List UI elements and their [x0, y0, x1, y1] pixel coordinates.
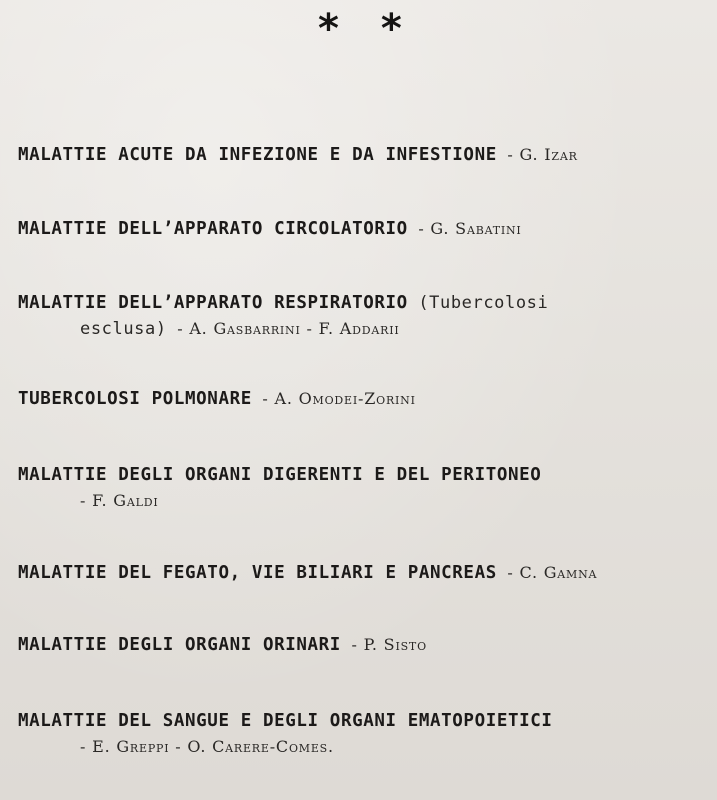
entry-authors: - P. Sisto — [351, 635, 427, 654]
entry-title: MALATTIE DEGLI ORGANI DIGERENTI E DEL PERITONEO — [18, 465, 542, 485]
entry-title: MALATTIE DEL SANGUE E DEGLI ORGANI EMATOPOIETICI — [18, 711, 553, 731]
list-item — [18, 386, 708, 412]
list-item — [18, 560, 708, 586]
list-item — [18, 632, 708, 658]
list-item — [18, 216, 708, 242]
entry-authors: - A. Gasbarrini - F. Addarii — [177, 319, 400, 338]
list-item — [18, 708, 708, 760]
entry-authors: - C. Gamna — [507, 563, 598, 582]
entry-title: MALATTIE ACUTE DA INFEZIONE E DA INFESTIONE — [18, 145, 497, 165]
entry-title: MALATTIE DELL’APPARATO CIRCOLATORIO — [18, 219, 408, 239]
entry-authors: - A. Omodei-Zorini — [262, 389, 416, 408]
entry-title-extra: (Tubercolosi — [418, 293, 549, 313]
list-item — [18, 142, 708, 168]
entry-title: TUBERCOLOSI POLMONARE — [18, 389, 252, 409]
entry-authors: - G. Sabatini — [418, 219, 522, 238]
ornament-asterisks: * * — [318, 6, 416, 52]
entry-authors: - F. Galdi — [80, 491, 159, 510]
entry-title-continuation: esclusa) — [80, 319, 167, 339]
list-item — [18, 290, 708, 342]
entry-title: MALATTIE DELL’APPARATO RESPIRATORIO — [18, 293, 408, 313]
entry-title: MALATTIE DEL FEGATO, VIE BILIARI E PANCREAS — [18, 563, 497, 583]
entry-authors: - G. Izar — [507, 145, 578, 164]
entry-authors: - E. Greppi - O. Carere-Comes. — [80, 737, 334, 756]
entry-title: MALATTIE DEGLI ORGANI ORINARI — [18, 635, 341, 655]
list-item — [18, 462, 708, 514]
